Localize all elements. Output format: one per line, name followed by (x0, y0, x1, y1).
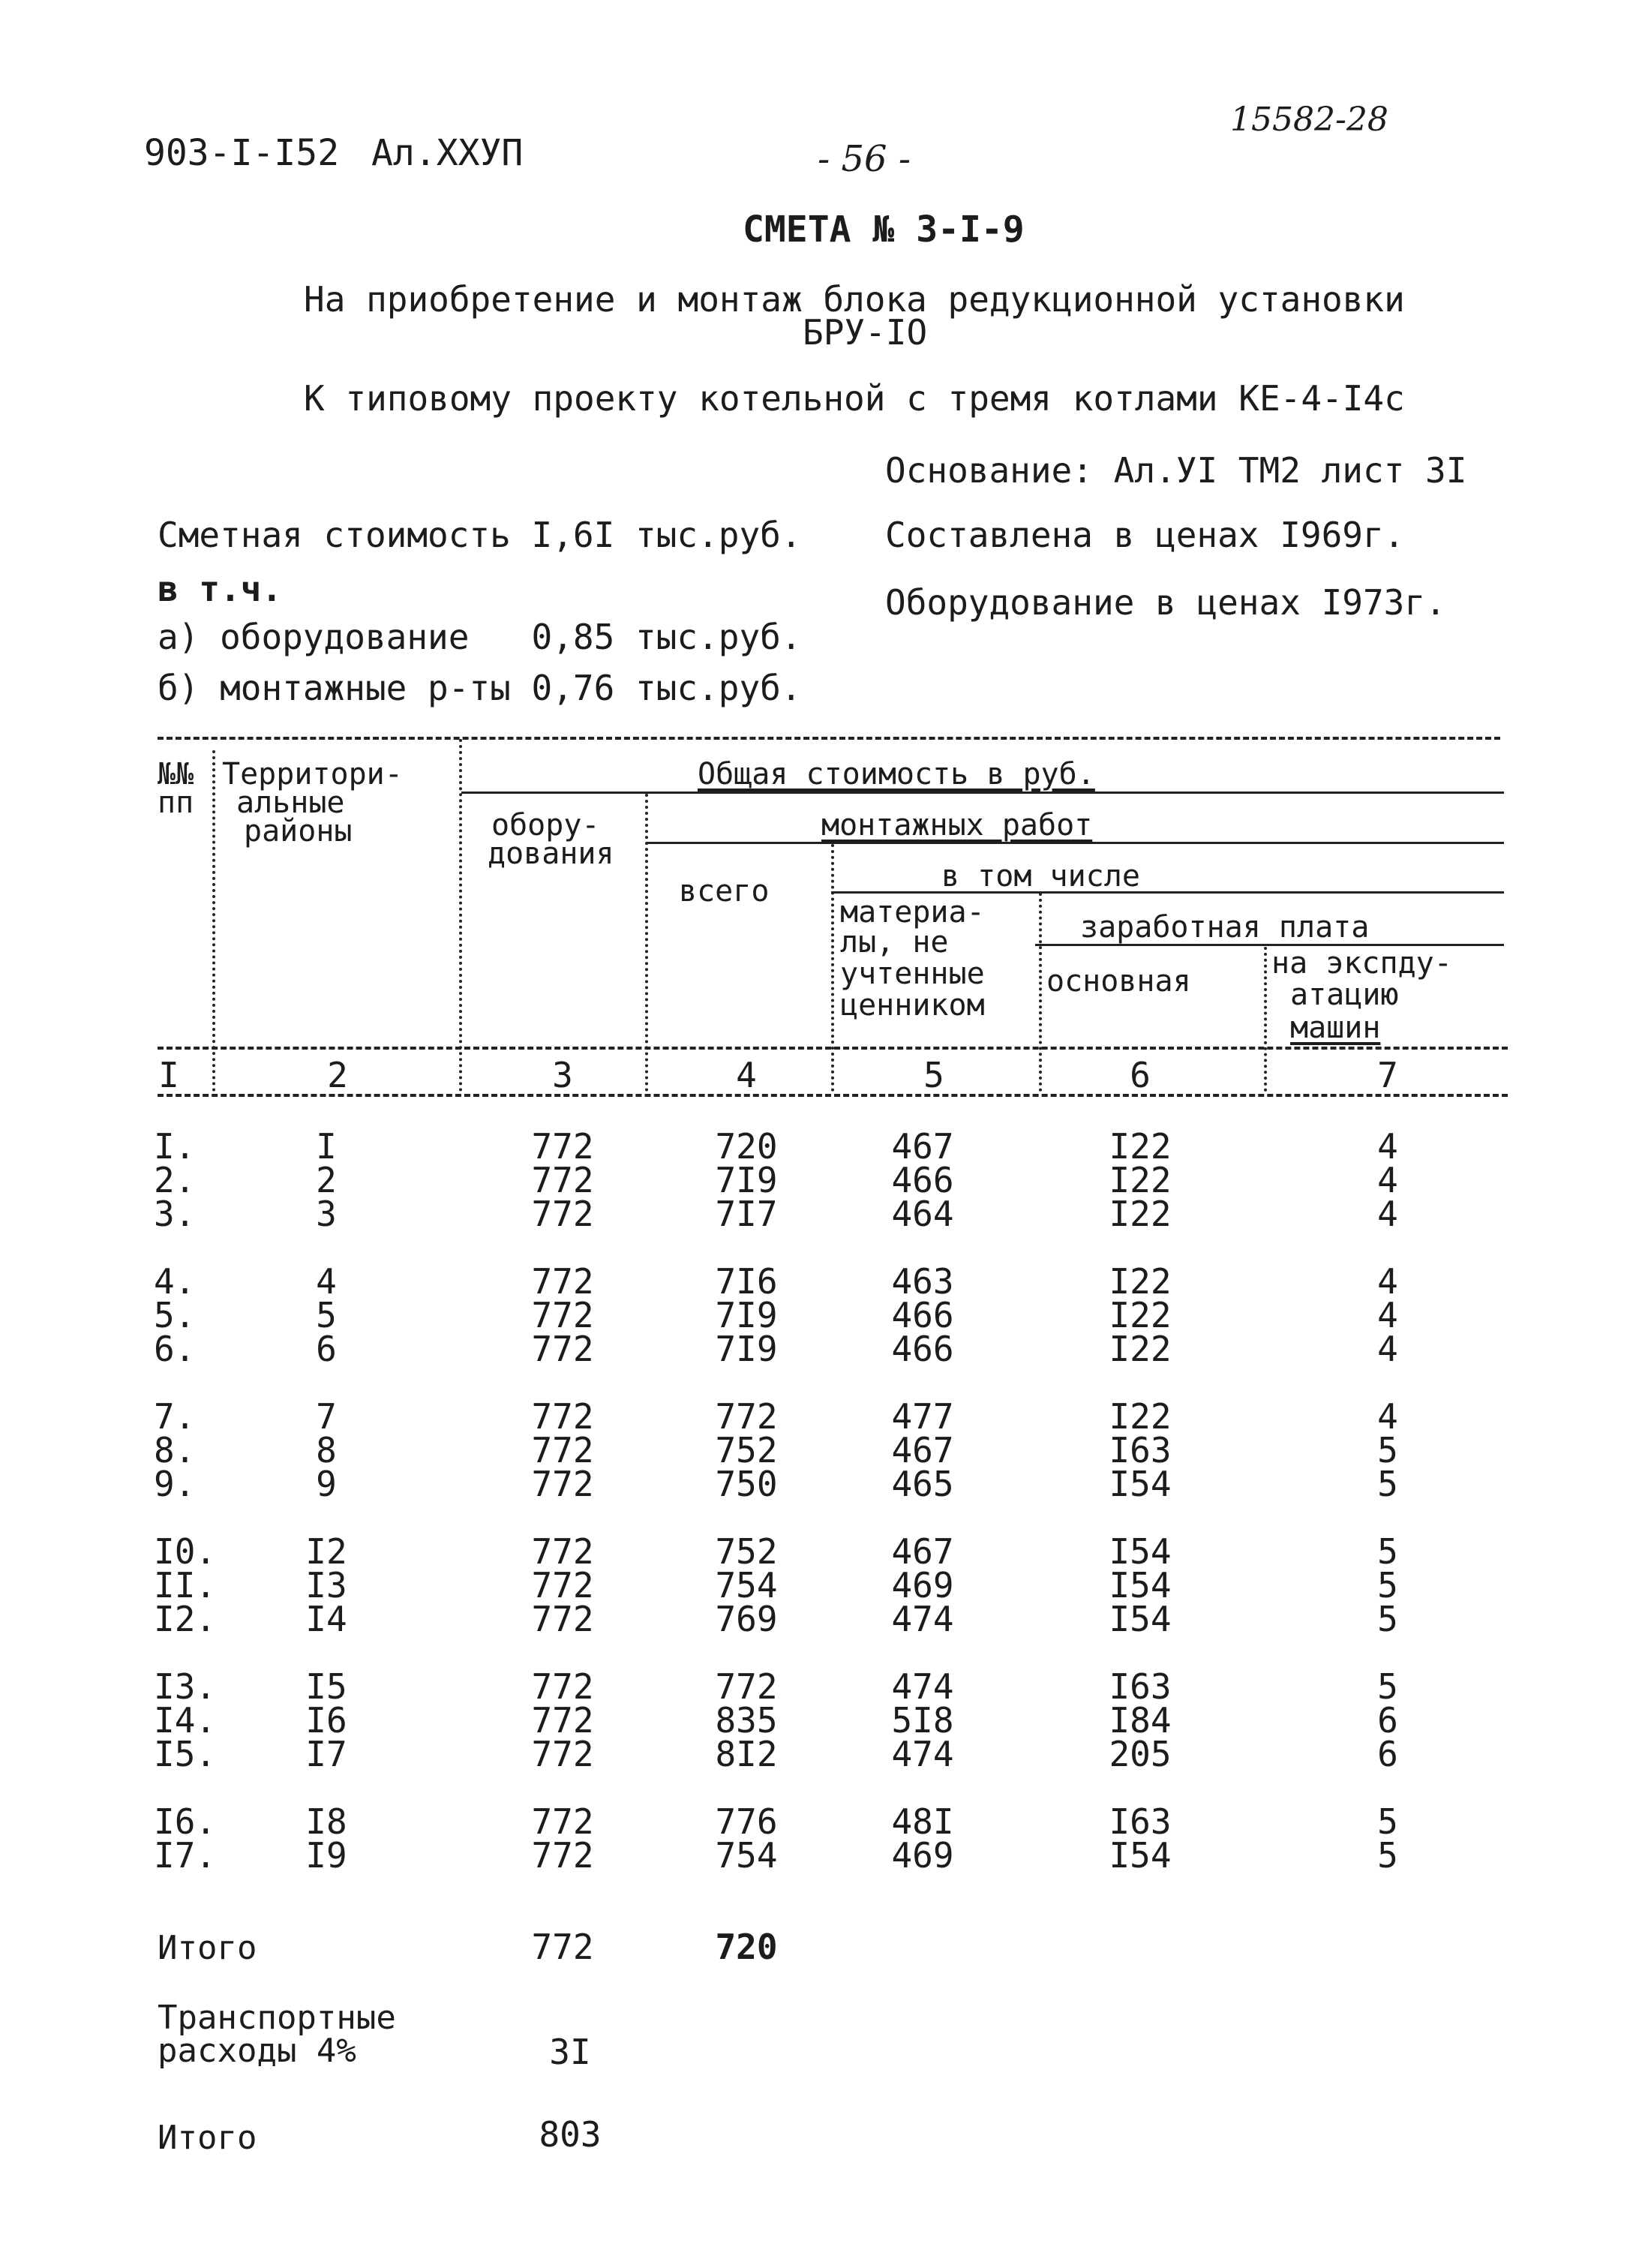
table-cell: 5 (1377, 1464, 1398, 1504)
table-cell: 772 (531, 1194, 594, 1234)
table-cell: 477 (891, 1396, 954, 1437)
header-basic: основная (1046, 964, 1191, 999)
table-cell: I84 (1109, 1700, 1172, 1741)
table-cell: 6 (316, 1329, 337, 1369)
table-cell: 7I9 (715, 1160, 778, 1200)
colnum-6: 6 (1130, 1055, 1151, 1095)
table-cell: I22 (1109, 1160, 1172, 1200)
table-cell: 4 (316, 1261, 337, 1302)
itogo-equipment: 772 (531, 1927, 594, 1967)
table-cell: 772 (531, 1396, 594, 1437)
table-cell: 463 (891, 1261, 954, 1302)
table-cell: I22 (1109, 1329, 1172, 1369)
table-cell: 772 (531, 1700, 594, 1741)
colnum-2: 2 (327, 1055, 348, 1095)
doc-code: 903-I-I52 (144, 132, 340, 174)
header-materials-1: материа- (840, 895, 985, 930)
table-cell: I54 (1109, 1835, 1172, 1876)
table-cell: I54 (1109, 1565, 1172, 1606)
itogo-mounting: 720 (715, 1927, 778, 1967)
table-cell: I22 (1109, 1194, 1172, 1234)
colnum-7: 7 (1377, 1055, 1398, 1095)
table-cell: 772 (531, 1329, 594, 1369)
table-cell: I54 (1109, 1531, 1172, 1572)
table-cell: 474 (891, 1734, 954, 1774)
table-cell: 5 (1377, 1565, 1398, 1606)
table-cell: I7. (154, 1835, 217, 1876)
table-cell: 720 (715, 1126, 778, 1167)
colnum-4: 4 (736, 1055, 757, 1095)
table-cell: 6 (1377, 1734, 1398, 1774)
table-cell: I0. (154, 1531, 217, 1572)
header-num-2: пп (158, 786, 194, 820)
header-wages: заработная плата (1080, 910, 1370, 945)
header-materials-4: ценником (840, 988, 985, 1023)
table-cell: 8 (316, 1430, 337, 1470)
table-cell: 754 (715, 1835, 778, 1876)
table-cell: 772 (531, 1261, 594, 1302)
table-cell: 467 (891, 1430, 954, 1470)
table-cell: 6. (154, 1329, 196, 1369)
table-cell: 772 (531, 1835, 594, 1876)
table-cell: 4 (1377, 1329, 1398, 1369)
table-cell: 7I7 (715, 1194, 778, 1234)
table-cell: I4. (154, 1700, 217, 1741)
table-cell: 3. (154, 1194, 196, 1234)
colnum-3: 3 (552, 1055, 573, 1095)
table-cell: I63 (1109, 1666, 1172, 1707)
table-cell: 754 (715, 1565, 778, 1606)
table-cell: I22 (1109, 1126, 1172, 1167)
table-cell: 466 (891, 1160, 954, 1200)
itogo-2-label: Итого (158, 2119, 257, 2157)
table-cell: 5 (316, 1295, 337, 1335)
colnum-bottom-rule (158, 1094, 1508, 1097)
table-cell: 464 (891, 1194, 954, 1234)
header-num: №№ (158, 757, 194, 792)
basis: Основание: Ал.УI ТМ2 лист 3I (885, 450, 1467, 491)
header-territory-2: альные (236, 786, 345, 820)
table-cell: 5 (1377, 1835, 1398, 1876)
table-cell: II. (154, 1565, 217, 1606)
itogo-2-value: 803 (539, 2114, 602, 2155)
table-cell: 769 (715, 1599, 778, 1639)
table-cell: 9 (316, 1464, 337, 1504)
album-label: Ал.XXУП (371, 132, 524, 174)
table-cell: I (316, 1126, 337, 1167)
table-cell: 4 (1377, 1295, 1398, 1335)
table-cell: 466 (891, 1329, 954, 1369)
title-line-2: БРУ-IO (803, 312, 928, 353)
header-machines-1: на экспду- (1271, 946, 1452, 981)
header-machines-3: машин (1290, 1011, 1381, 1045)
table-cell: I7 (305, 1734, 347, 1774)
header-materials-2: лы, не (840, 925, 949, 960)
table-cell: 5 (1377, 1801, 1398, 1842)
table-cell: 772 (531, 1734, 594, 1774)
table-cell: 9. (154, 1464, 196, 1504)
table-cell: 469 (891, 1565, 954, 1606)
header-territory-3: районы (244, 814, 353, 849)
page-number: - 56 - (818, 138, 911, 180)
table-cell: I9 (305, 1835, 347, 1876)
table-cell: I3 (305, 1565, 347, 1606)
header-machines-2: атацию (1290, 978, 1399, 1012)
table-cell: 5I8 (891, 1700, 954, 1741)
table-cell: 772 (531, 1464, 594, 1504)
header-materials-3: учтенные (840, 957, 985, 991)
table-cell: 466 (891, 1295, 954, 1335)
table-cell: I. (154, 1126, 196, 1167)
table-cell: I6 (305, 1700, 347, 1741)
table-cell: 48I (891, 1801, 954, 1842)
including-label: в т.ч. (158, 569, 283, 609)
table-cell: 772 (531, 1531, 594, 1572)
table-cell: 474 (891, 1666, 954, 1707)
table-cell: 7I6 (715, 1261, 778, 1302)
table-cell: I5. (154, 1734, 217, 1774)
table-cell: 4 (1377, 1261, 1398, 1302)
equipment-cost: а) оборудование 0,85 тыс.руб. (158, 617, 802, 657)
itogo-label: Итого (158, 1929, 257, 1967)
table-cell: I5 (305, 1666, 347, 1707)
header-total: всего (679, 874, 770, 909)
table-cell: 772 (531, 1565, 594, 1606)
header-equipment-2: дования (488, 837, 614, 871)
table-cell: I8 (305, 1801, 347, 1842)
table-cell: 467 (891, 1126, 954, 1167)
table-cell: 2 (316, 1160, 337, 1200)
title-line-1: На приобретение и монтаж блока редукционной установки (304, 279, 1405, 320)
handwritten-number: 15582-28 (1230, 101, 1388, 139)
table-cell: I22 (1109, 1396, 1172, 1437)
table-cell: 4 (1377, 1126, 1398, 1167)
table-cell: 8. (154, 1430, 196, 1470)
table-cell: 465 (891, 1464, 954, 1504)
table-cell: 5 (1377, 1531, 1398, 1572)
header-territory-1: Территори- (222, 757, 403, 792)
table-top-rule (158, 737, 1500, 740)
table-cell: 4. (154, 1261, 196, 1302)
table-cell: 752 (715, 1430, 778, 1470)
table-cell: 4 (1377, 1194, 1398, 1234)
table-cell: 8I2 (715, 1734, 778, 1774)
table-cell: I63 (1109, 1430, 1172, 1470)
table-cell: 3 (316, 1194, 337, 1234)
table-cell: I22 (1109, 1295, 1172, 1335)
table-cell: I63 (1109, 1801, 1172, 1842)
table-cell: 6 (1377, 1700, 1398, 1741)
table-cell: 4 (1377, 1160, 1398, 1200)
table-cell: I22 (1109, 1261, 1172, 1302)
title-line-3: К типовому проекту котельной с тремя котлами КЕ-4-I4с (304, 378, 1405, 419)
rule-total-cost (461, 792, 1504, 794)
table-cell: 750 (715, 1464, 778, 1504)
col-divider-5 (1039, 893, 1042, 1092)
table-cell: 772 (715, 1666, 778, 1707)
table-cell: 772 (715, 1396, 778, 1437)
prices-year: Составлена в ценах I969г. (885, 515, 1405, 555)
header-equipment-1: обору- (491, 808, 600, 843)
col-divider-3 (645, 794, 648, 1092)
col-divider-6 (1264, 947, 1267, 1092)
table-cell: 5 (1377, 1599, 1398, 1639)
table-cell: I54 (1109, 1599, 1172, 1639)
table-cell: 772 (531, 1599, 594, 1639)
table-cell: 7. (154, 1396, 196, 1437)
transport-value: 3I (549, 2032, 591, 2072)
table-cell: I2 (305, 1531, 347, 1572)
estimate-heading: СМЕТА № 3-I-9 (743, 209, 1025, 251)
table-cell: 835 (715, 1700, 778, 1741)
transport-label-1: Транспортные (158, 1999, 396, 2037)
table-cell: 4 (1377, 1396, 1398, 1437)
header-mounting-works: монтажных работ (821, 808, 1093, 843)
table-cell: 5 (1377, 1430, 1398, 1470)
table-cell: 772 (531, 1666, 594, 1707)
header-total-cost: Общая стоимость в руб. (698, 757, 1095, 792)
table-cell: 772 (531, 1160, 594, 1200)
col-divider-4 (831, 844, 834, 1092)
header-including: в том числе (941, 859, 1140, 894)
table-cell: 5. (154, 1295, 196, 1335)
table-cell: 752 (715, 1531, 778, 1572)
col-divider-2 (459, 739, 462, 1092)
table-cell: 772 (531, 1430, 594, 1470)
total-cost: Сметная стоимость I,6I тыс.руб. (158, 515, 802, 555)
table-cell: 772 (531, 1801, 594, 1842)
table-cell: 5 (1377, 1666, 1398, 1707)
transport-label-2: расходы 4% (158, 2032, 356, 2070)
table-cell: I6. (154, 1801, 217, 1842)
colnum-1: I (158, 1055, 179, 1095)
table-cell: 772 (531, 1126, 594, 1167)
table-cell: 469 (891, 1835, 954, 1876)
table-cell: 7I9 (715, 1329, 778, 1369)
table-cell: 2. (154, 1160, 196, 1200)
colnum-5: 5 (923, 1055, 944, 1095)
table-cell: 205 (1109, 1734, 1172, 1774)
rule-including (831, 891, 1504, 894)
table-cell: I3. (154, 1666, 217, 1707)
table-cell: 474 (891, 1599, 954, 1639)
table-cell: 467 (891, 1531, 954, 1572)
table-cell: I2. (154, 1599, 217, 1639)
table-cell: 7 (316, 1396, 337, 1437)
table-cell: I54 (1109, 1464, 1172, 1504)
mounting-cost: б) монтажные р-ты 0,76 тыс.руб. (158, 668, 802, 708)
equipment-prices: Оборудование в ценах I973г. (885, 582, 1446, 623)
table-cell: 7I9 (715, 1295, 778, 1335)
col-divider-1 (212, 750, 215, 1092)
table-cell: 772 (531, 1295, 594, 1335)
table-cell: I4 (305, 1599, 347, 1639)
table-cell: 776 (715, 1801, 778, 1842)
